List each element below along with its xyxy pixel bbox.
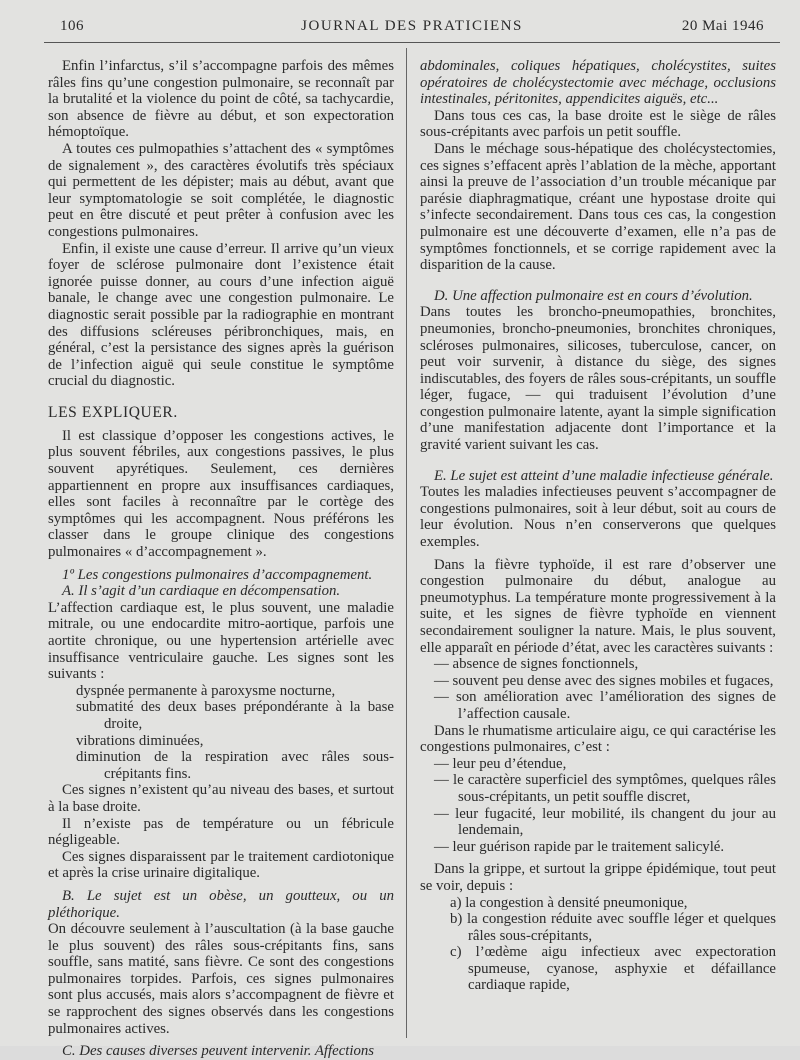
paragraph: Dans toutes les broncho-pneumopathies, bronchites, pneumonies, broncho-pneumonies, bronchites chroniques, scléroses pulmonaires, silicoses, tuberculose, cancer, on peut voir survenir, à distance du siège, des signes indiscutables, des foyers de râles sous-crépitants, un souffle léger, fugace, — qui traduisent l’évolution d’une congestion pulmonaire latente, ayant la simple signification d’une manifestation adjacente dont l’importance et la gravité varient suivant les cas.	[420, 304, 776, 454]
paragraph: Dans le rhumatisme articulaire aigu, ce qui caractérise les congestions pulmonaires, c’est :	[420, 722, 776, 756]
list-item: — leur fugacité, leur mobilité, ils changent du jour au lendemain,	[434, 805, 776, 839]
paragraph: Toutes les maladies infectieuses peuvent s’accompagner de congestions pulmonaires, soit à leur début, soit au cours de leur évolution. Nous n’en conserverons que quelques exemples.	[420, 484, 776, 551]
paragraph: Dans tous ces cas, la base droite est le siège de râles sous-crépitants avec parfois un petit souffle.	[420, 107, 776, 141]
typhoid-list	[420, 656, 776, 722]
list-item: — absence de signes fonctionnels,	[434, 656, 639, 673]
list-item: — le caractère superficiel des symptômes, quelques râles sous-crépitants, un petit souffle discret,	[434, 772, 776, 805]
list-item: b) la congestion réduite avec souffle léger et quelques râles sous-crépitants,	[450, 911, 776, 944]
paragraph: abdominales, coliques hépatiques, cholécystites, suites opératoires de cholécystectomie avec méchage, occlusions intestinales, péritonites, appendicites aiguës, etc...	[420, 58, 776, 108]
list-item: diminution de la respiration avec râles sous-crépitants fins.	[76, 749, 394, 782]
paragraph: L’affection cardiaque est, le plus souvent, une maladie mitrale, ou une endocardite mitro-aortique, parfois une aortite chronique, ou une hypertension artérielle avec insuffisance ventriculaire gauche. Les signes sont les suivants :	[48, 599, 394, 683]
list-item: — souvent peu dense avec des signes mobiles et fugaces,	[434, 672, 774, 689]
column-divider	[406, 48, 407, 1038]
paragraph: Dans la fièvre typhoïde, il est rare d’observer une congestion pulmonaire du début, analogue au pneumotyphus. La température monte progressivement à la suite, et les signes de fièvre typhoïde en viennent secondairement souligner la nature. Mais, le plus souvent, elle apparaît en période d’état, avec les caractères suivants :	[420, 556, 776, 656]
list-item: — leur guérison rapide par le traitement salicylé.	[434, 838, 725, 855]
paragraph: Ces signes n’existent qu’au niveau des bases, et surtout à la base droite.	[48, 782, 394, 815]
list-item: dyspnée permanente à paroxysme nocturne,	[76, 682, 336, 699]
subsection-title: B. Le sujet est un obèse, un goutteux, ou un pléthorique.	[48, 887, 394, 921]
list-item: — son amélioration avec l’amélioration des signes de l’affection causale.	[434, 689, 776, 722]
issue-date: 20 Mai 1946	[681, 18, 764, 34]
subsection-title: E. Le sujet est atteint d’une maladie infectieuse générale.	[434, 467, 774, 484]
paragraph: Dans le méchage sous-hépatique des cholécystectomies, ces signes s’effacent après l’ablation de la mèche, apportant ainsi la preuve de l’association d’un trouble mécanique par parésie diaphragmatique, créant une hypostase droite qui s’infecte secondairement. Dans tous ces cas, la congestion pulmonaire est une découverte d’examen, elle n’a pas de symptômes fonctionnels, et se corrige rapidement avec la disparition de la cause.	[420, 140, 776, 274]
subsection-title: A. Il s’agit d’un cardiaque en décompensation.	[62, 583, 341, 600]
header-rule	[44, 42, 780, 43]
paragraph: Il est classique d’opposer les congestions actives, le plus souvent fébriles, aux congestions passives, le plus souvent apyrétiques. Seulement, ces dernières appartiennent en propre aux insuffisances cardiaques, elles sont faciles à reconnaître par le cortège des symptômes qui les accompagnent. Nous préférons les classer dans le groupe clinique des congestions pulmonaires « d’accompagnement ».	[48, 427, 394, 561]
list-item: — leur peu d’étendue,	[434, 755, 567, 772]
list-item: submatité des deux bases prépondérante à la base droite,	[76, 699, 394, 732]
paragraph: On découvre seulement à l’auscultation (à la base gauche le plus souvent) des râles sous-crépitants fins, sans souffle, sans matité, sans fièvre. Ce sont des congestions pulmonaires torpides. Parfois, ces signes pulmonaires sont plus accusés, mais alors s’accompagnent de fièvre et se rapprochent des signes observés dans les congestions pulmonaires actives.	[48, 921, 394, 1037]
paragraph: Il n’existe pas de température ou un fébricule négligeable.	[48, 815, 394, 849]
left-column	[48, 58, 394, 1060]
paragraph: A toutes ces pulmopathies s’attachent des « symptômes de signalement », des caractères évolutifs très spéciaux qui permettent de les dépister; mais au début, avant que leur symptomatologie se soit complétée, le diagnostic peut en être discuté et peut prêter à confusion avec les congestions pulmonaires.	[48, 140, 394, 240]
list-item: c) l’œdème aigu infectieux avec expectoration spumeuse, cyanose, asphyxie et défaillance cardiaque rapide,	[450, 944, 776, 994]
right-column	[420, 58, 776, 994]
subsection-title: 1º Les congestions pulmonaires d’accompagnement.	[62, 566, 373, 583]
page-header	[60, 14, 764, 38]
paragraph: Enfin, il existe une cause d’erreur. Il arrive qu’un vieux foyer de sclérose pulmonaire dont l’existence était ignorée puisse donner, au cours d’une infection aiguë banale, le change avec une congestion pulmonaire. Le diagnostic serait possible par la radiographie en montrant des diffusions scléreuses péribronchiques, mais, en général, c’est la persistance des signes après la guérison de l’infection aiguë qui seule constitue le symptôme crucial du diagnostic.	[48, 240, 394, 390]
rheumatism-list	[420, 756, 776, 856]
signs-list	[48, 683, 394, 783]
paragraph: Ces signes disparaissent par le traitement cardiotonique et après la crise urinaire digitalique.	[48, 848, 394, 882]
paragraph: Enfin l’infarctus, s’il s’accompagne parfois des mêmes râles fins qu’une congestion pulmonaire, se reconnaît par la brutalité et la violence du point de côté, sa tachycardie, son absence de fièvre au début, et son expectoration hémoptoïque.	[48, 58, 394, 141]
subsection-title: C. Des causes diverses peuvent intervenir. Affections	[62, 1043, 375, 1060]
page-number: 106	[60, 18, 84, 34]
journal-title: JOURNAL DES PRATICIENS	[301, 18, 523, 34]
grippe-list	[420, 895, 776, 995]
list-item: vibrations diminuées,	[76, 732, 204, 749]
section-heading: LES EXPLIQUER.	[48, 403, 178, 421]
paragraph: Dans la grippe, et surtout la grippe épidémique, tout peut se voir, depuis :	[420, 861, 776, 894]
list-item: a) la congestion à densité pneumonique,	[450, 894, 688, 911]
subsection-title: D. Une affection pulmonaire est en cours d’évolution.	[434, 287, 753, 304]
